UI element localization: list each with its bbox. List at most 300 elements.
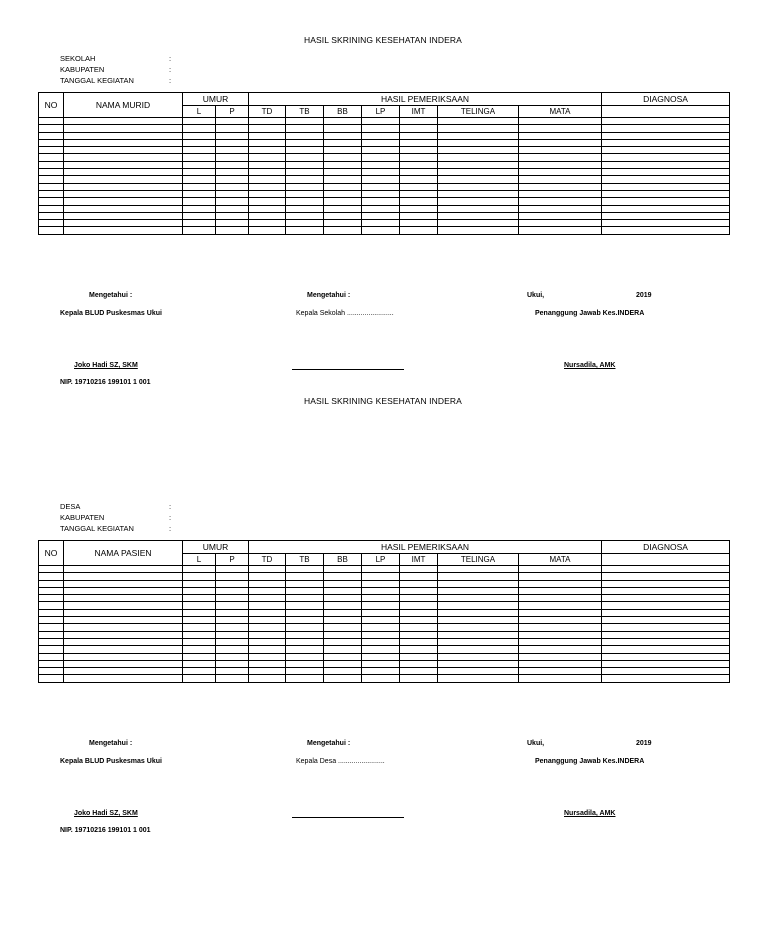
table-cell	[324, 227, 362, 234]
table-cell	[324, 668, 362, 675]
table-cell	[64, 602, 183, 609]
table-cell	[438, 139, 519, 146]
form1-left-known: Mengetahui :	[89, 292, 133, 299]
table-row	[39, 646, 730, 653]
table-cell	[249, 147, 286, 154]
table-cell	[64, 609, 183, 616]
table-row	[39, 609, 730, 616]
table-cell	[39, 183, 64, 190]
table-row	[39, 227, 730, 234]
table-cell	[602, 205, 730, 212]
table-cell	[286, 212, 324, 219]
table-cell	[216, 139, 249, 146]
table-cell	[400, 668, 438, 675]
table-cell	[216, 190, 249, 197]
table-cell	[400, 154, 438, 161]
col-hasil-header: HASIL PEMERIKSAAN	[249, 541, 602, 554]
table-cell	[324, 646, 362, 653]
table-cell	[183, 566, 216, 573]
table-cell	[602, 631, 730, 638]
table-cell	[324, 190, 362, 197]
table-cell	[438, 125, 519, 132]
table-row	[39, 169, 730, 176]
table-cell	[39, 602, 64, 609]
col-diagnosa-sub	[602, 106, 730, 118]
table-cell	[400, 161, 438, 168]
table-cell	[286, 147, 324, 154]
table-cell	[286, 609, 324, 616]
table-cell	[362, 573, 400, 580]
table-cell	[362, 675, 400, 682]
table-cell	[64, 176, 183, 183]
table-row	[39, 587, 730, 594]
col-lp: LP	[362, 554, 400, 566]
table-cell	[602, 183, 730, 190]
table-cell	[324, 161, 362, 168]
table-cell	[362, 132, 400, 139]
col-tb: TB	[286, 106, 324, 118]
table-cell	[216, 205, 249, 212]
table-cell	[602, 154, 730, 161]
table-cell	[183, 205, 216, 212]
table-cell	[249, 205, 286, 212]
col-imt: IMT	[400, 554, 438, 566]
form1-right-place: Ukui,	[527, 292, 545, 299]
table-cell	[249, 609, 286, 616]
table-row	[39, 176, 730, 183]
table-cell	[602, 212, 730, 219]
table-cell	[438, 169, 519, 176]
form1-meta-school-label: SEKOLAH	[60, 54, 96, 63]
table-cell	[216, 580, 249, 587]
table-cell	[39, 125, 64, 132]
table-cell	[216, 198, 249, 205]
table-cell	[249, 595, 286, 602]
col-tb: TB	[286, 554, 324, 566]
table-cell	[183, 668, 216, 675]
table-cell	[438, 198, 519, 205]
table-cell	[216, 125, 249, 132]
table-cell	[64, 132, 183, 139]
table-cell	[519, 617, 602, 624]
table-cell	[286, 631, 324, 638]
table-cell	[400, 587, 438, 594]
table-row	[39, 132, 730, 139]
col-umur-header: UMUR	[183, 93, 249, 106]
table-cell	[438, 147, 519, 154]
table-cell	[286, 624, 324, 631]
table-row	[39, 154, 730, 161]
table-cell	[216, 653, 249, 660]
table-cell	[519, 161, 602, 168]
table-cell	[602, 198, 730, 205]
form2-meta-date-sep: :	[169, 524, 172, 533]
table-row	[39, 573, 730, 580]
table-cell	[39, 566, 64, 573]
table-cell	[519, 183, 602, 190]
table-cell	[39, 573, 64, 580]
form2-meta-desa-label: DESA	[60, 502, 81, 511]
table-cell	[400, 183, 438, 190]
table-cell	[519, 602, 602, 609]
table-cell	[39, 147, 64, 154]
table-cell	[519, 198, 602, 205]
table-cell	[602, 573, 730, 580]
table-row	[39, 631, 730, 638]
table-cell	[400, 147, 438, 154]
table-cell	[362, 653, 400, 660]
table-cell	[602, 125, 730, 132]
table-cell	[249, 161, 286, 168]
table-cell	[286, 566, 324, 573]
table-cell	[39, 617, 64, 624]
table-cell	[286, 617, 324, 624]
table-cell	[64, 660, 183, 667]
table-cell	[286, 125, 324, 132]
table-cell	[286, 161, 324, 168]
table-cell	[183, 573, 216, 580]
table-cell	[602, 176, 730, 183]
table-cell	[286, 220, 324, 227]
table-row	[39, 139, 730, 146]
table-cell	[249, 227, 286, 234]
table-cell	[183, 587, 216, 594]
table-cell	[362, 154, 400, 161]
table-cell	[602, 147, 730, 154]
table-cell	[216, 624, 249, 631]
table-cell	[39, 587, 64, 594]
table-cell	[519, 573, 602, 580]
table-cell	[362, 631, 400, 638]
table-cell	[249, 653, 286, 660]
table-cell	[64, 587, 183, 594]
table-cell	[286, 653, 324, 660]
table-cell	[183, 595, 216, 602]
form1-right-name: Nursadila, AMK	[564, 362, 616, 369]
table-cell	[602, 227, 730, 234]
table-cell	[362, 227, 400, 234]
table-cell	[249, 118, 286, 125]
table-cell	[362, 125, 400, 132]
table-cell	[362, 668, 400, 675]
table-cell	[602, 587, 730, 594]
table-cell	[438, 566, 519, 573]
table-cell	[286, 227, 324, 234]
table-cell	[519, 609, 602, 616]
table-cell	[324, 566, 362, 573]
table-cell	[183, 631, 216, 638]
table-cell	[64, 154, 183, 161]
table-cell	[438, 602, 519, 609]
table-cell	[64, 668, 183, 675]
table-cell	[39, 660, 64, 667]
table-cell	[249, 154, 286, 161]
table-cell	[519, 595, 602, 602]
table-cell	[39, 154, 64, 161]
table-row	[39, 595, 730, 602]
col-td: TD	[249, 554, 286, 566]
table-cell	[286, 580, 324, 587]
table-cell	[183, 176, 216, 183]
table-cell	[183, 125, 216, 132]
table-cell	[64, 147, 183, 154]
table-cell	[216, 587, 249, 594]
table-cell	[519, 660, 602, 667]
form2-meta-kabupaten-sep: :	[169, 513, 172, 522]
table-cell	[39, 220, 64, 227]
table-cell	[39, 227, 64, 234]
table-cell	[438, 595, 519, 602]
table-cell	[183, 169, 216, 176]
table-row	[39, 147, 730, 154]
table-cell	[519, 227, 602, 234]
col-hasil-header: HASIL PEMERIKSAAN	[249, 93, 602, 106]
table-cell	[519, 638, 602, 645]
table-cell	[216, 631, 249, 638]
form1-meta-date-sep: :	[169, 76, 172, 85]
table-cell	[400, 198, 438, 205]
table-cell	[602, 132, 730, 139]
table-row	[39, 617, 730, 624]
form1-title: HASIL SKRINING KESEHATAN INDERA	[304, 35, 462, 45]
table-cell	[438, 190, 519, 197]
table-cell	[39, 595, 64, 602]
table-cell	[362, 609, 400, 616]
table-cell	[183, 624, 216, 631]
table-cell	[324, 580, 362, 587]
table-cell	[286, 169, 324, 176]
table-cell	[519, 566, 602, 573]
table-cell	[64, 169, 183, 176]
table-cell	[286, 176, 324, 183]
table-cell	[324, 631, 362, 638]
table-cell	[216, 132, 249, 139]
table-cell	[183, 147, 216, 154]
table-cell	[39, 675, 64, 682]
col-name-header: NAMA PASIEN	[64, 541, 183, 566]
table-cell	[519, 118, 602, 125]
table-cell	[602, 653, 730, 660]
table-cell	[519, 587, 602, 594]
table-cell	[438, 212, 519, 219]
table-cell	[362, 660, 400, 667]
table-cell	[64, 205, 183, 212]
table-cell	[183, 638, 216, 645]
table-cell	[324, 139, 362, 146]
table-cell	[400, 631, 438, 638]
table-cell	[324, 587, 362, 594]
table-cell	[183, 132, 216, 139]
table-cell	[249, 176, 286, 183]
table-cell	[249, 220, 286, 227]
table-cell	[519, 624, 602, 631]
table-cell	[39, 205, 64, 212]
table-cell	[400, 139, 438, 146]
table-cell	[216, 675, 249, 682]
table-cell	[602, 580, 730, 587]
table-cell	[362, 139, 400, 146]
table-cell	[324, 617, 362, 624]
table-cell	[438, 587, 519, 594]
table-cell	[64, 675, 183, 682]
col-umur-p: P	[216, 554, 249, 566]
col-lp: LP	[362, 106, 400, 118]
table-cell	[216, 169, 249, 176]
form2-left-nip: NIP. 19710216 199101 1 001	[60, 827, 151, 834]
table-cell	[249, 602, 286, 609]
table-cell	[519, 154, 602, 161]
table-cell	[400, 675, 438, 682]
table-cell	[400, 595, 438, 602]
table-cell	[183, 653, 216, 660]
table-cell	[216, 147, 249, 154]
table-cell	[400, 176, 438, 183]
table-cell	[249, 198, 286, 205]
table-row	[39, 675, 730, 682]
table-cell	[519, 580, 602, 587]
table-cell	[438, 220, 519, 227]
table-cell	[324, 205, 362, 212]
table-cell	[216, 595, 249, 602]
table-cell	[362, 198, 400, 205]
table-cell	[438, 132, 519, 139]
table-cell	[183, 139, 216, 146]
table-cell	[438, 668, 519, 675]
table-cell	[64, 595, 183, 602]
table-cell	[519, 139, 602, 146]
table-cell	[519, 646, 602, 653]
form1-meta-date-label: TANGGAL KEGIATAN	[60, 76, 134, 85]
table-cell	[438, 638, 519, 645]
table-cell	[183, 609, 216, 616]
table-cell	[39, 653, 64, 660]
table-cell	[602, 161, 730, 168]
table-cell	[362, 161, 400, 168]
col-telinga: TELINGA	[438, 554, 519, 566]
table-cell	[362, 212, 400, 219]
table-cell	[249, 139, 286, 146]
table-cell	[183, 227, 216, 234]
table-cell	[64, 183, 183, 190]
table-cell	[519, 132, 602, 139]
table-cell	[216, 668, 249, 675]
table-cell	[64, 638, 183, 645]
table-cell	[216, 118, 249, 125]
table-cell	[39, 176, 64, 183]
table-cell	[183, 183, 216, 190]
table-cell	[183, 646, 216, 653]
table-row	[39, 198, 730, 205]
table-cell	[216, 212, 249, 219]
col-diagnosa-header: DIAGNOSA	[602, 541, 730, 554]
table-cell	[362, 566, 400, 573]
table-cell	[324, 660, 362, 667]
table-cell	[362, 176, 400, 183]
table-cell	[400, 212, 438, 219]
table-cell	[400, 190, 438, 197]
table-cell	[438, 675, 519, 682]
table-cell	[324, 198, 362, 205]
table-cell	[519, 653, 602, 660]
table-cell	[39, 668, 64, 675]
table-cell	[216, 161, 249, 168]
table-cell	[286, 660, 324, 667]
table-cell	[249, 660, 286, 667]
table-cell	[400, 125, 438, 132]
col-imt: IMT	[400, 106, 438, 118]
table-cell	[286, 190, 324, 197]
form2-right-year: 2019	[636, 740, 652, 747]
table-cell	[602, 617, 730, 624]
table-row	[39, 118, 730, 125]
table-cell	[286, 573, 324, 580]
table-cell	[183, 602, 216, 609]
table-cell	[519, 125, 602, 132]
table-cell	[64, 190, 183, 197]
table-cell	[324, 609, 362, 616]
form2-meta-date-label: TANGGAL KEGIATAN	[60, 524, 134, 533]
form1-mid-role: Kepala Sekolah ........................	[296, 310, 394, 317]
table-cell	[39, 212, 64, 219]
table-cell	[64, 198, 183, 205]
table-cell	[64, 139, 183, 146]
form1-meta-school-sep: :	[169, 54, 172, 63]
table-cell	[400, 580, 438, 587]
col-no-header: NO	[39, 541, 64, 566]
table-cell	[519, 205, 602, 212]
table-cell	[64, 212, 183, 219]
table-row	[39, 668, 730, 675]
form2-left-known: Mengetahui :	[89, 740, 133, 747]
form1-meta-kabupaten-sep: :	[169, 65, 172, 74]
table-cell	[39, 132, 64, 139]
table-cell	[249, 573, 286, 580]
table-row	[39, 566, 730, 573]
table-cell	[324, 595, 362, 602]
form1-screening-table	[38, 92, 730, 235]
col-umur-l: L	[183, 554, 216, 566]
table-cell	[602, 139, 730, 146]
table-cell	[438, 580, 519, 587]
table-cell	[362, 624, 400, 631]
table-row	[39, 220, 730, 227]
table-cell	[183, 118, 216, 125]
table-cell	[602, 609, 730, 616]
col-td: TD	[249, 106, 286, 118]
table-row	[39, 602, 730, 609]
table-cell	[216, 183, 249, 190]
form2-left-role: Kepala BLUD Puskesmas Ukui	[60, 758, 162, 765]
table-cell	[400, 624, 438, 631]
table-cell	[519, 675, 602, 682]
table-cell	[602, 646, 730, 653]
table-cell	[324, 169, 362, 176]
table-cell	[602, 118, 730, 125]
table-cell	[362, 602, 400, 609]
table-cell	[249, 183, 286, 190]
table-cell	[183, 580, 216, 587]
table-cell	[39, 609, 64, 616]
table-cell	[64, 653, 183, 660]
table-cell	[39, 646, 64, 653]
table-cell	[249, 132, 286, 139]
table-row	[39, 190, 730, 197]
table-cell	[602, 595, 730, 602]
col-mata: MATA	[519, 106, 602, 118]
table-cell	[286, 118, 324, 125]
col-umur-p: P	[216, 106, 249, 118]
table-cell	[400, 227, 438, 234]
